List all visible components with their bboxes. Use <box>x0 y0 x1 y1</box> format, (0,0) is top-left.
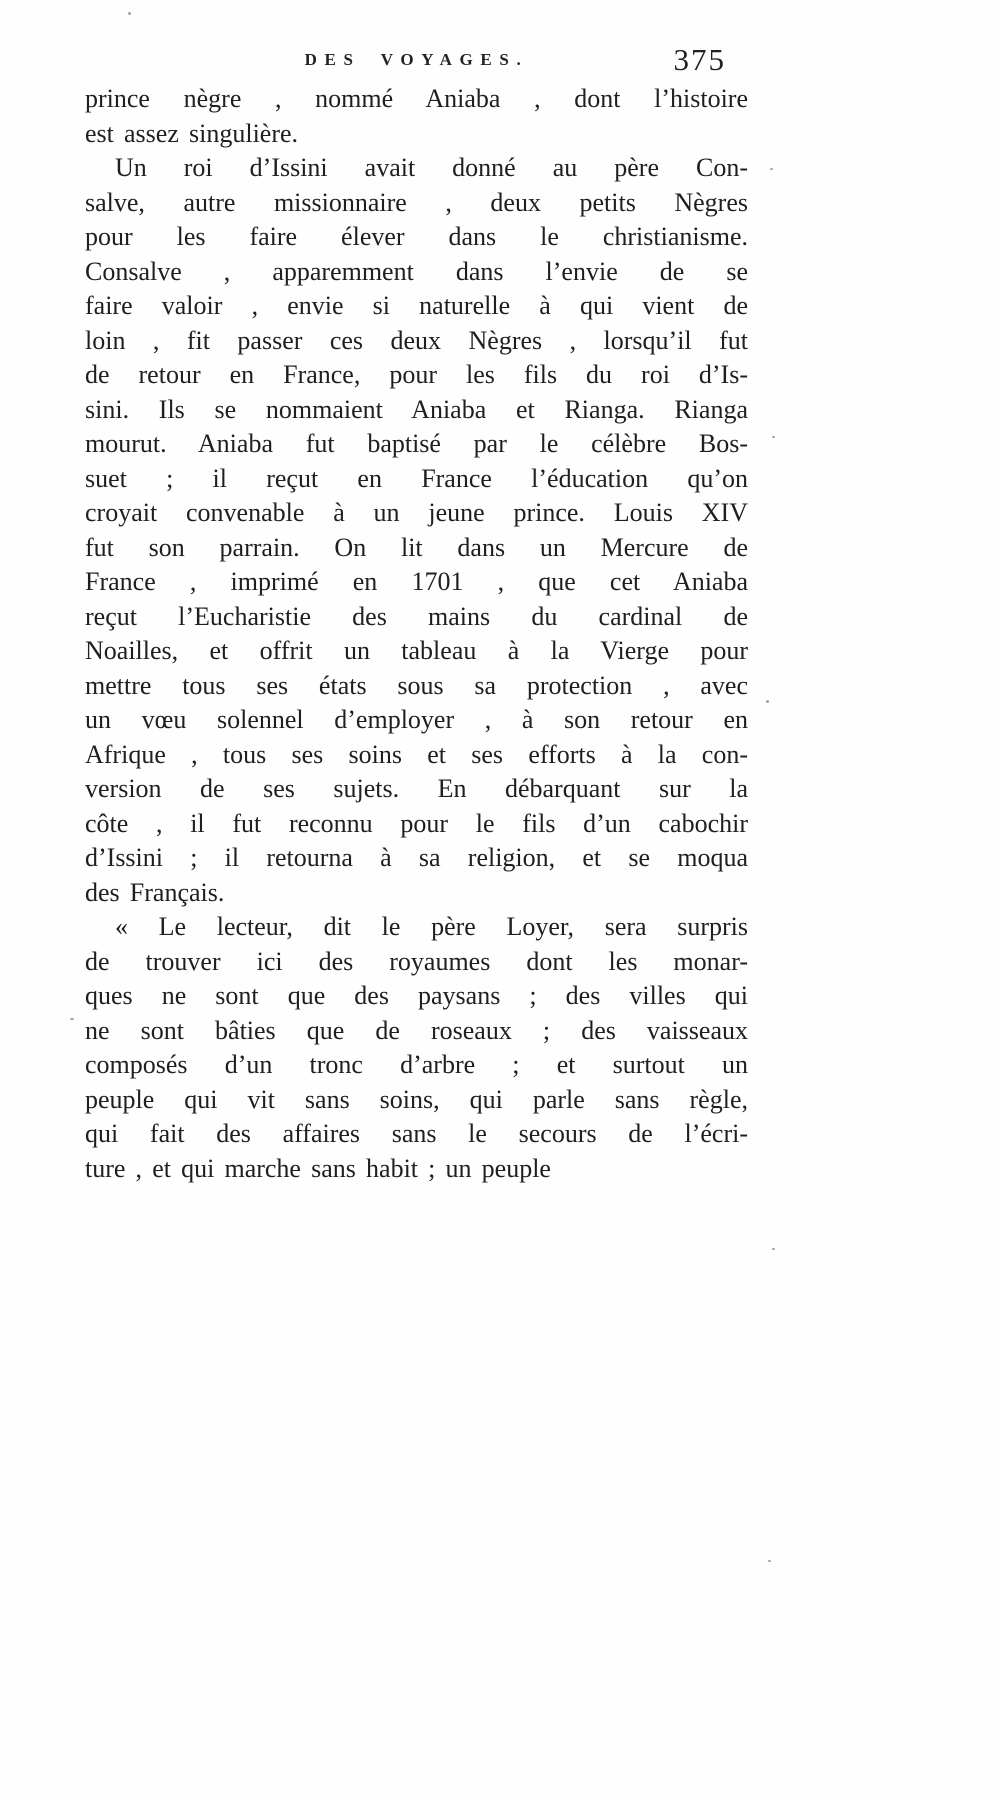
text-line: salve, autre missionnaire , deux petits Nègres <box>85 187 748 217</box>
text-line: côte , il fut reconnu pour le fils d’un cabochir <box>85 808 748 838</box>
text-line: version de ses sujets. En débarquant sur la <box>85 774 748 803</box>
text-line: peuple qui vit sans soins, qui parle sans règle, <box>85 1084 748 1114</box>
paragraph <box>85 82 748 151</box>
scan-speck <box>766 700 769 703</box>
paragraph <box>85 910 748 1186</box>
text-line: des Français. <box>85 877 225 907</box>
text-line: Noailles, et offrit un tableau à la Vierge pour <box>85 636 748 665</box>
text-line: loin , fit passer ces deux Nègres , lorsqu’il fut <box>85 325 748 355</box>
text-line: de trouver ici des royaumes dont les monar- <box>85 946 748 976</box>
scan-speck <box>772 436 775 438</box>
scan-speck <box>770 168 773 170</box>
scan-speck <box>128 12 131 15</box>
text-line: est assez singulière. <box>85 118 299 148</box>
text-line: de retour en France, pour les fils du roi d’Is- <box>85 360 748 389</box>
page-header <box>85 42 748 78</box>
text-line: Un roi d’Issini avait donné au père Con- <box>115 153 748 182</box>
scan-speck <box>772 1248 775 1250</box>
text-line: France , imprimé en 1701 , que cet Aniaba <box>85 567 748 596</box>
text-line: suet ; il reçut en France l’éducation qu’on <box>85 463 748 493</box>
text-line: Consalve , apparemment dans l’envie de se <box>85 256 748 286</box>
text-line: pour les faire élever dans le christianisme. <box>85 222 748 251</box>
scan-speck <box>768 1560 771 1562</box>
text-line: composés d’un tronc d’arbre ; et surtout un <box>85 1050 748 1079</box>
text-line: croyait convenable à un jeune prince. Louis XIV <box>85 498 748 527</box>
page-number: 375 <box>673 42 726 77</box>
text-line: mourut. Aniaba fut baptisé par le célèbre Bos- <box>85 429 748 458</box>
text-line: fut son parrain. On lit dans un Mercure de <box>85 532 748 562</box>
scan-speck <box>70 1018 74 1020</box>
paragraph <box>85 151 748 910</box>
text-line: reçut l’Eucharistie des mains du cardinal de <box>85 601 748 631</box>
running-title: DES VOYAGES. <box>304 50 529 69</box>
text-line: un vœu solennel d’employer , à son retour en <box>85 705 748 734</box>
text-line: sini. Ils se nommaient Aniaba et Rianga. Rianga <box>85 394 748 424</box>
text-line: qui fait des affaires sans le secours de l’écri- <box>85 1119 748 1148</box>
text-line: d’Issini ; il retourna à sa religion, et se moqua <box>85 843 748 872</box>
text-line: ture , et qui marche sans habit ; un peuple <box>85 1153 551 1183</box>
text-line: ques ne sont que des paysans ; des villes qui <box>85 981 748 1010</box>
text-block <box>85 82 748 1186</box>
text-line: « Le lecteur, dit le père Loyer, sera surpris <box>115 912 748 941</box>
text-line: Afrique , tous ses soins et ses efforts à la con- <box>85 739 748 769</box>
text-line: prince nègre , nommé Aniaba , dont l’histoire <box>85 84 748 113</box>
text-line: ne sont bâties que de roseaux ; des vaisseaux <box>85 1015 748 1045</box>
text-line: faire valoir , envie si naturelle à qui vient de <box>85 291 748 320</box>
text-line: mettre tous ses états sous sa protection , avec <box>85 670 748 700</box>
